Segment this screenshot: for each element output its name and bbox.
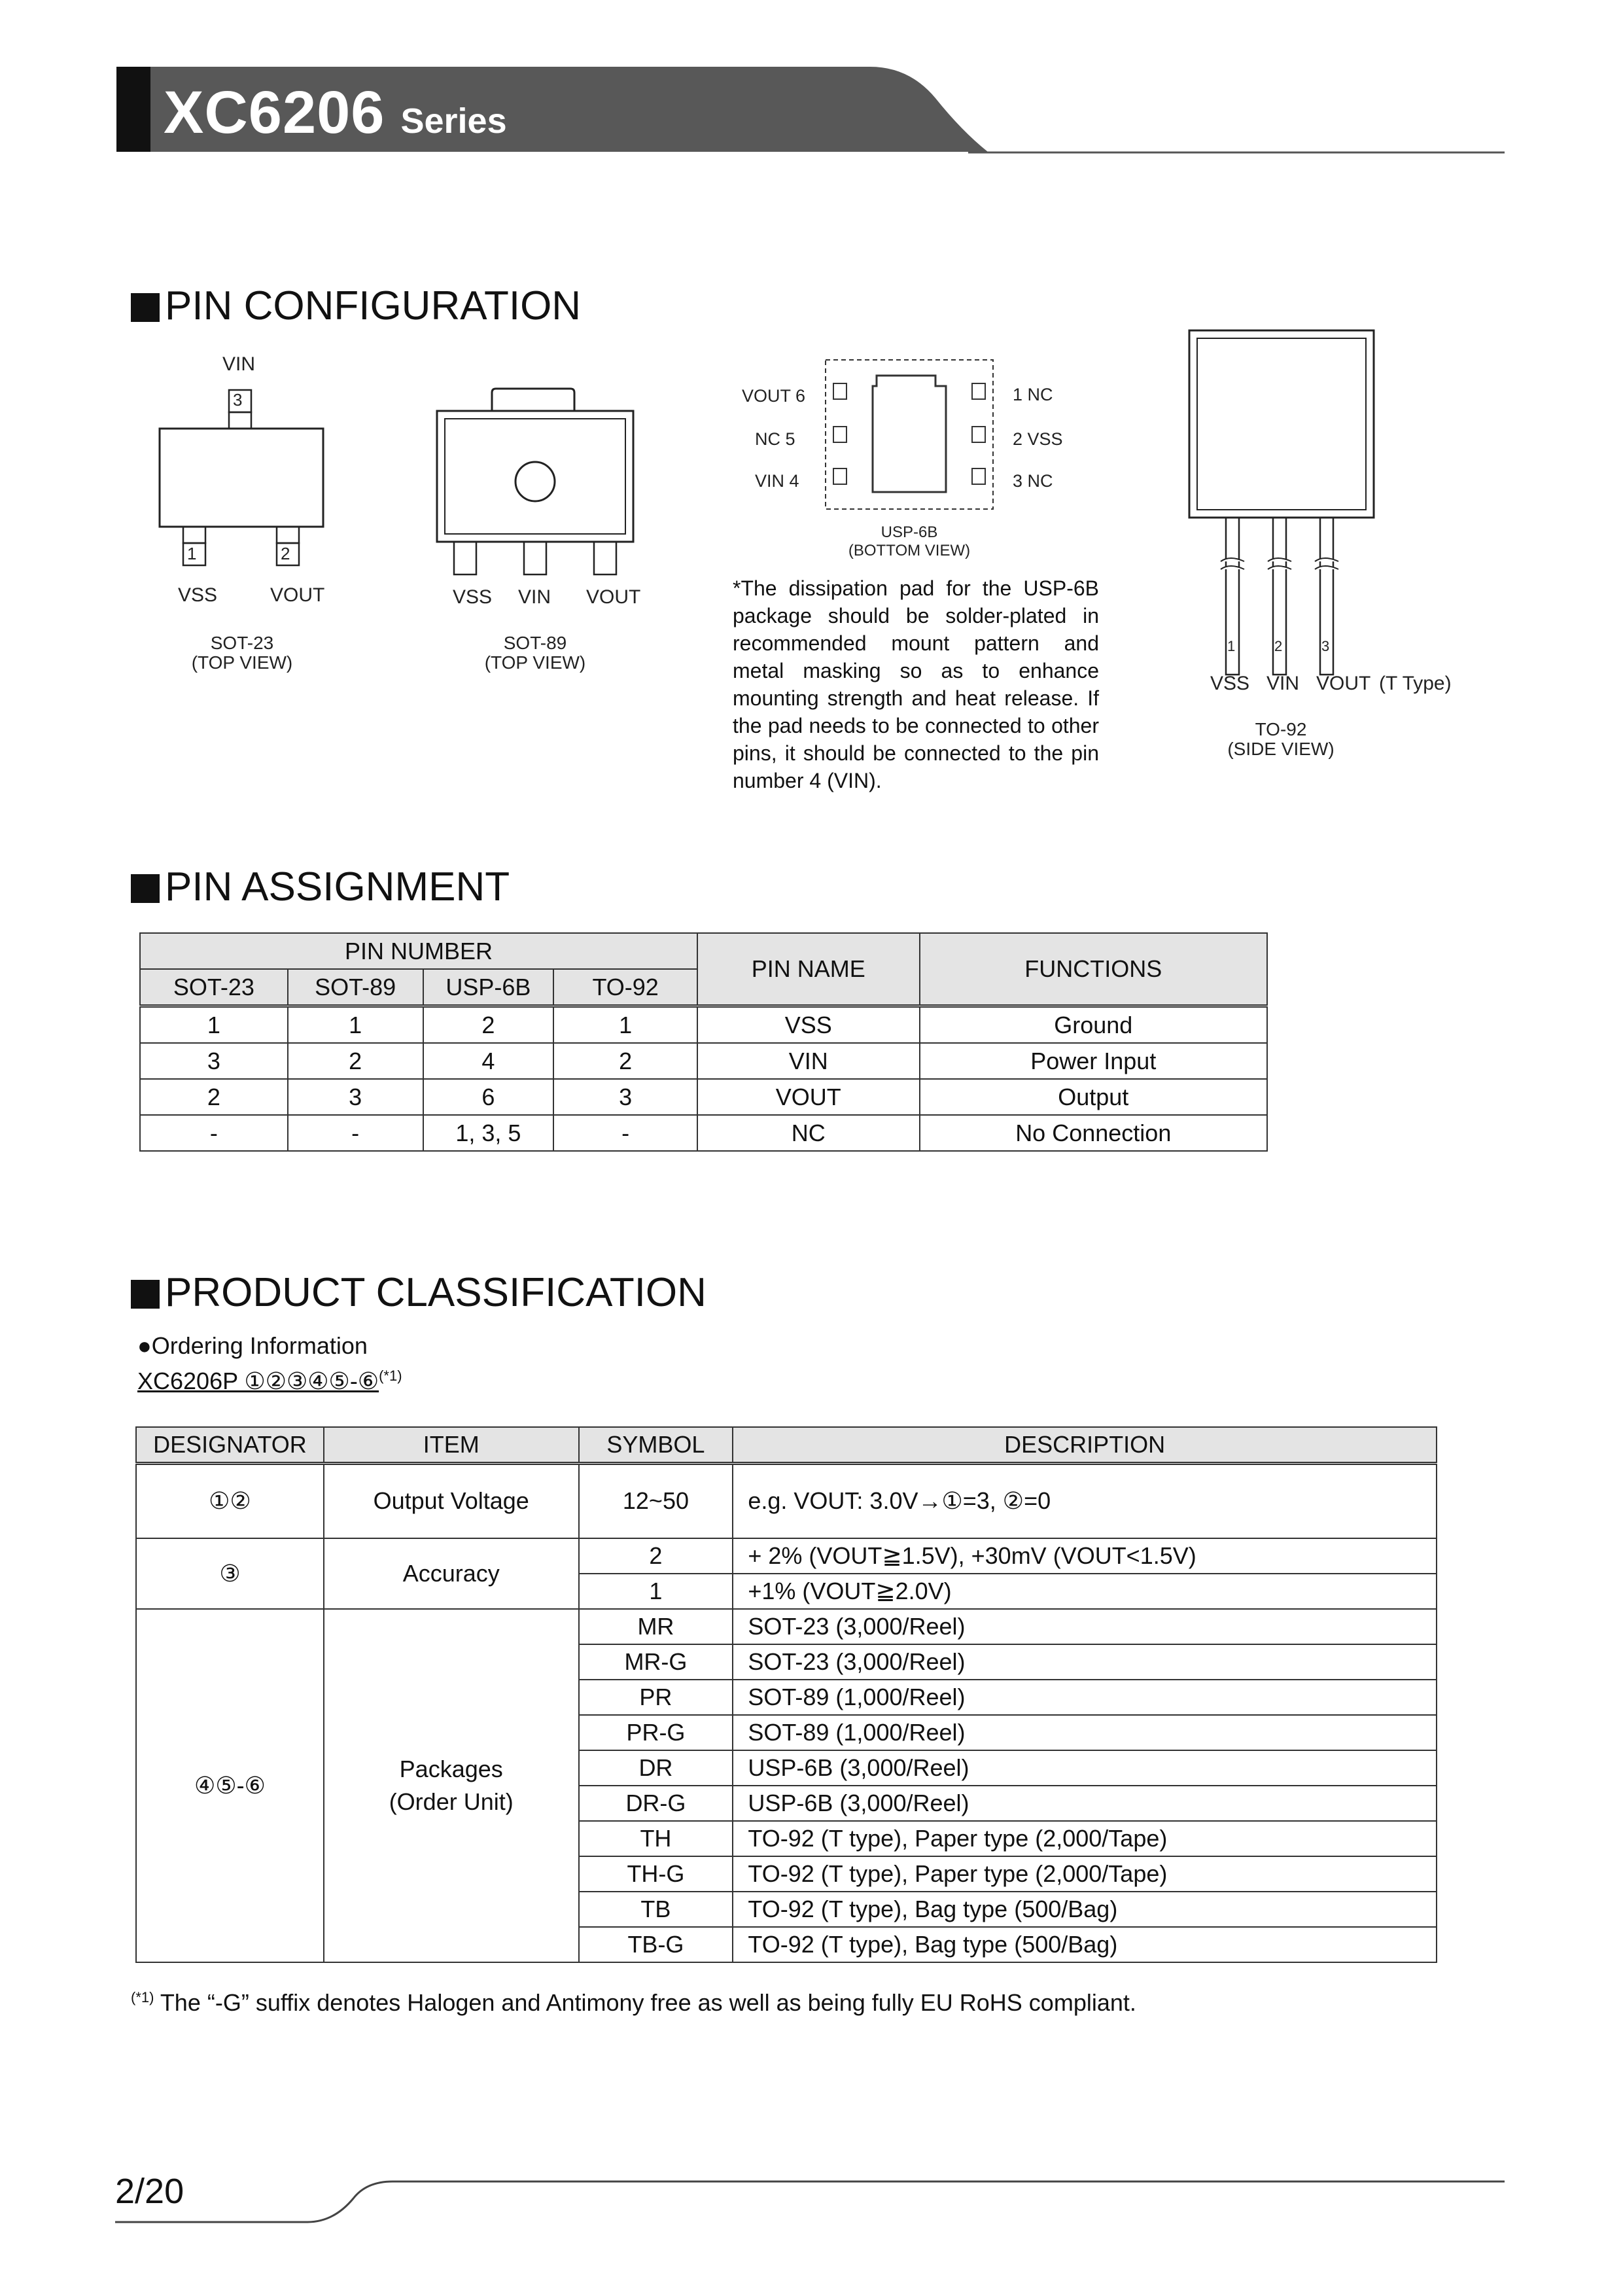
page-number: 2/20 [115,2172,184,2211]
header-to92: TO-92 [553,969,697,1006]
table-row: TH-G TO-92 (T type), Paper type (2,000/Tape) [136,1856,1437,1892]
sot89-label-vss: VSS [453,586,493,608]
square-bullet-icon [131,874,160,903]
to92-label-vss: VSS [1210,673,1250,694]
to92-pin-1: 1 [1227,638,1236,654]
to92-caption: TO-92 (SIDE VIEW) [1227,719,1335,759]
table-row: DR-G USP-6B (3,000/Reel) [136,1786,1437,1821]
section-product-classification: PRODUCT CLASSIFICATION [131,1269,707,1316]
section-pin-assignment: PIN ASSIGNMENT [131,864,510,910]
ordering-info-heading: ●Ordering Information [137,1332,368,1359]
header-description: DESCRIPTION [733,1427,1437,1464]
section-pin-configuration: PIN CONFIGURATION [131,283,581,329]
table-row: TH TO-92 (T type), Paper type (2,000/Tape) [136,1821,1437,1856]
table-row: PR-G SOT-89 (1,000/Reel) [136,1715,1437,1750]
series-code: XC6206 [164,79,385,146]
to92-label-vout: VOUT [1316,673,1371,694]
part-code: XC6206P ①②③④⑤-⑥$^{(*1)}$ [137,1368,402,1394]
usp6b-right-nc1: 1 NC [1013,385,1053,404]
header-item: ITEM [324,1427,579,1464]
header-sot23: SOT-23 [140,969,288,1006]
to92-pin-2: 2 [1274,638,1283,654]
sot23-label-vout: VOUT [270,584,325,606]
usp6b-left-vout: VOUT 6 [742,386,806,406]
sot23-pin-2: 2 [281,544,290,563]
table-row: MR-G SOT-23 (3,000/Reel) [136,1644,1437,1680]
table-row: ①② Output Voltage 12~50 e.g. VOUT: 3.0V→①=3, ②=0 [136,1464,1437,1538]
sot23-pin-3: 3 [233,390,243,410]
table-row: DR USP-6B (3,000/Reel) [136,1750,1437,1786]
table-row: TB TO-92 (T type), Bag type (500/Bag) [136,1892,1437,1927]
table-row: 1 +1% (VOUT≧2.0V) [136,1574,1437,1609]
square-bullet-icon [131,1280,160,1309]
header-pin-number: PIN NUMBER [140,933,697,969]
footnote: $^{(*1)}$ The “-G” suffix denotes Halogen and Antimony free as well as being fully EU RoHS compliant. [131,1989,1136,2016]
table-row: TB-G TO-92 (T type), Bag type (500/Bag) [136,1927,1437,1962]
to92-pin-3: 3 [1321,638,1330,654]
packages-item-cell: Packages (Order Unit) [324,1609,579,1962]
header-pin-name: PIN NAME [697,933,920,1006]
sot23-label-vss: VSS [178,584,218,606]
to92-type-label: (T Type) [1379,673,1452,694]
usp6b-right-vss: 2 VSS [1013,429,1063,449]
table-row: 1 1 2 1 VSS Ground [140,1006,1267,1044]
header-symbol: SYMBOL [579,1427,733,1464]
usp6b-caption: USP-6B (BOTTOM VIEW) [848,523,971,559]
usp6b-left-nc: NC 5 [755,429,795,449]
sot89-caption: SOT-89 (TOP VIEW) [484,633,586,673]
header-usp6b: USP-6B [423,969,554,1006]
usp6b-dissipation-note: *The dissipation pad for the USP-6B package should be solder-plated in recommended mount pattern and metal masking so as to enhance mounting strength and heat release. If the pad needs to be connected to other pins, it should be connected to the pin number 4 (VIN). [733,576,1099,792]
sot23-top-pin-label: VIN [222,353,256,375]
usp6b-right-nc3: 3 NC [1013,471,1053,491]
to92-label-vin: VIN [1266,673,1300,694]
table-row: 3 2 4 2 VIN Power Input [140,1043,1267,1079]
table-row: 2 3 6 3 VOUT Output [140,1079,1267,1115]
header-sot89: SOT-89 [288,969,423,1006]
sot23-caption: SOT-23 (TOP VIEW) [191,633,293,673]
to92-diagram [0,0,1623,851]
header-designator: DESIGNATOR [136,1427,324,1464]
footer-rule [0,2159,1623,2238]
product-classification-table [135,1426,1437,1963]
series-word: Series [400,101,507,141]
usp6b-left-vin: VIN 4 [755,471,799,491]
header-functions: FUNCTIONS [920,933,1267,1006]
table-row: ③ Accuracy 2 + 2% (VOUT≧1.5V), +30mV (VOUT<1.5V) [136,1538,1437,1574]
sot89-label-vin: VIN [518,586,551,608]
table-row: - - 1, 3, 5 - NC No Connection [140,1115,1267,1151]
table-row: PR SOT-89 (1,000/Reel) [136,1680,1437,1715]
sot89-label-vout: VOUT [586,586,641,608]
pin-assignment-table [139,932,1268,1152]
sot23-pin-1: 1 [187,544,197,563]
table-row: ④⑤-⑥ Packages (Order Unit) MR SOT-23 (3,000/Reel) [136,1609,1437,1644]
